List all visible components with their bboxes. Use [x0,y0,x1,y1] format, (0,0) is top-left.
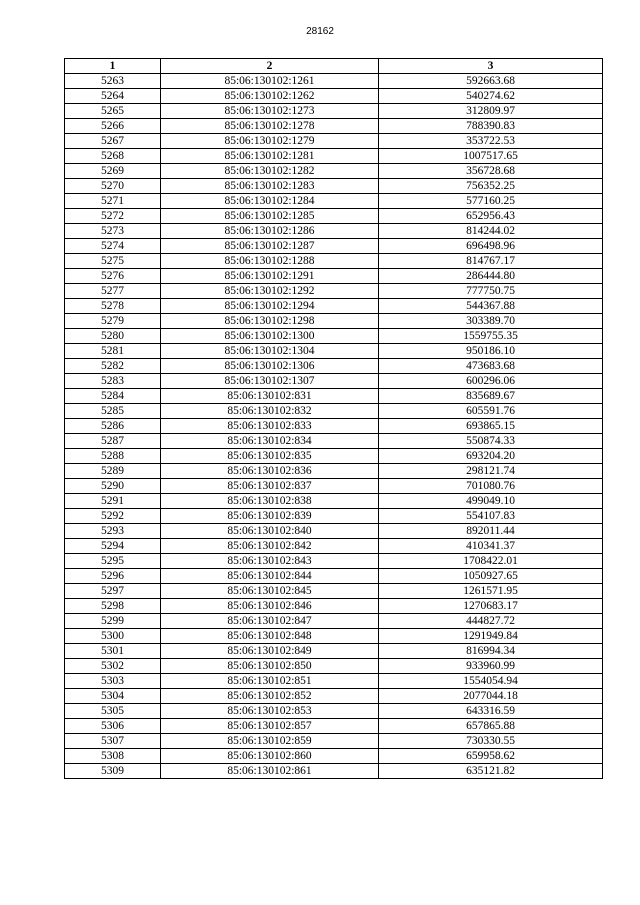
cadastral-number-cell: 85:06:130102:840 [161,524,379,539]
table-row [65,134,603,149]
cadastral-number-cell: 85:06:130102:1278 [161,119,379,134]
cadastral-number-cell: 85:06:130102:1279 [161,134,379,149]
table-row [65,299,603,314]
table-row [65,644,603,659]
cadastral-number-cell: 85:06:130102:1284 [161,194,379,209]
value-cell: 657865.88 [379,719,603,734]
value-cell: 550874.33 [379,434,603,449]
value-cell: 1708422.01 [379,554,603,569]
cadastral-number-cell: 85:06:130102:837 [161,479,379,494]
row-number-cell: 5272 [65,209,161,224]
cadastral-number-cell: 85:06:130102:852 [161,689,379,704]
row-number-cell: 5299 [65,614,161,629]
column-header-1: 1 [65,59,161,74]
row-number-cell: 5304 [65,689,161,704]
row-number-cell: 5306 [65,719,161,734]
table-row [65,194,603,209]
cadastral-number-cell: 85:06:130102:838 [161,494,379,509]
header-row [65,59,603,74]
value-cell: 814767.17 [379,254,603,269]
cadastral-number-cell: 85:06:130102:857 [161,719,379,734]
cadastral-number-cell: 85:06:130102:842 [161,539,379,554]
value-cell: 635121.82 [379,764,603,779]
table-row [65,539,603,554]
cadastral-number-cell: 85:06:130102:847 [161,614,379,629]
table-row [65,614,603,629]
value-cell: 693865.15 [379,419,603,434]
row-number-cell: 5287 [65,434,161,449]
row-number-cell: 5298 [65,599,161,614]
table-row [65,209,603,224]
cadastral-number-cell: 85:06:130102:1281 [161,149,379,164]
value-cell: 1007517.65 [379,149,603,164]
cadastral-number-cell: 85:06:130102:845 [161,584,379,599]
value-cell: 605591.76 [379,404,603,419]
row-number-cell: 5294 [65,539,161,554]
row-number-cell: 5286 [65,419,161,434]
table-row [65,749,603,764]
cadastral-number-cell: 85:06:130102:1294 [161,299,379,314]
value-cell: 696498.96 [379,239,603,254]
row-number-cell: 5291 [65,494,161,509]
table-row [65,404,603,419]
value-cell: 312809.97 [379,104,603,119]
cadastral-number-cell: 85:06:130102:833 [161,419,379,434]
table-row [65,764,603,779]
row-number-cell: 5271 [65,194,161,209]
cadastral-number-cell: 85:06:130102:844 [161,569,379,584]
row-number-cell: 5264 [65,89,161,104]
cadastral-number-cell: 85:06:130102:1292 [161,284,379,299]
row-number-cell: 5305 [65,704,161,719]
cadastral-number-cell: 85:06:130102:832 [161,404,379,419]
value-cell: 410341.37 [379,539,603,554]
cadastral-number-cell: 85:06:130102:861 [161,764,379,779]
value-cell: 303389.70 [379,314,603,329]
table-row [65,119,603,134]
cadastral-number-cell: 85:06:130102:1288 [161,254,379,269]
value-cell: 816994.34 [379,644,603,659]
table-row [65,464,603,479]
cadastral-number-cell: 85:06:130102:1300 [161,329,379,344]
value-cell: 1291949.84 [379,629,603,644]
row-number-cell: 5297 [65,584,161,599]
cadastral-number-cell: 85:06:130102:860 [161,749,379,764]
row-number-cell: 5270 [65,179,161,194]
value-cell: 814244.02 [379,224,603,239]
table-row [65,674,603,689]
value-cell: 892011.44 [379,524,603,539]
table-row [65,719,603,734]
table-row [65,554,603,569]
data-table [64,58,603,779]
cadastral-number-cell: 85:06:130102:1286 [161,224,379,239]
table-row [65,449,603,464]
row-number-cell: 5274 [65,239,161,254]
table-row [65,104,603,119]
page-number: 28162 [306,26,334,37]
cadastral-number-cell: 85:06:130102:1304 [161,344,379,359]
value-cell: 554107.83 [379,509,603,524]
value-cell: 444827.72 [379,614,603,629]
cadastral-number-cell: 85:06:130102:1261 [161,74,379,89]
cadastral-number-cell: 85:06:130102:831 [161,389,379,404]
value-cell: 701080.76 [379,479,603,494]
table-row [65,239,603,254]
cadastral-number-cell: 85:06:130102:843 [161,554,379,569]
cadastral-number-cell: 85:06:130102:851 [161,674,379,689]
cadastral-number-cell: 85:06:130102:1282 [161,164,379,179]
row-number-cell: 5292 [65,509,161,524]
row-number-cell: 5265 [65,104,161,119]
table-row [65,524,603,539]
row-number-cell: 5268 [65,149,161,164]
value-cell: 693204.20 [379,449,603,464]
row-number-cell: 5295 [65,554,161,569]
table-row [65,509,603,524]
cadastral-number-cell: 85:06:130102:1273 [161,104,379,119]
value-cell: 1270683.17 [379,599,603,614]
value-cell: 353722.53 [379,134,603,149]
row-number-cell: 5289 [65,464,161,479]
value-cell: 950186.10 [379,344,603,359]
table-row [65,359,603,374]
table-row [65,179,603,194]
cadastral-number-cell: 85:06:130102:1298 [161,314,379,329]
value-cell: 540274.62 [379,89,603,104]
value-cell: 1559755.35 [379,329,603,344]
table-row [65,329,603,344]
row-number-cell: 5284 [65,389,161,404]
table-row [65,704,603,719]
row-number-cell: 5296 [65,569,161,584]
row-number-cell: 5288 [65,449,161,464]
cadastral-number-cell: 85:06:130102:1283 [161,179,379,194]
row-number-cell: 5266 [65,119,161,134]
column-header-3: 3 [379,59,603,74]
row-number-cell: 5280 [65,329,161,344]
table-row [65,374,603,389]
row-number-cell: 5302 [65,659,161,674]
value-cell: 600296.06 [379,374,603,389]
value-cell: 356728.68 [379,164,603,179]
value-cell: 659958.62 [379,749,603,764]
value-cell: 544367.88 [379,299,603,314]
cadastral-number-cell: 85:06:130102:1307 [161,374,379,389]
table-row [65,74,603,89]
cadastral-number-cell: 85:06:130102:846 [161,599,379,614]
value-cell: 473683.68 [379,359,603,374]
row-number-cell: 5281 [65,344,161,359]
value-cell: 577160.25 [379,194,603,209]
table-row [65,164,603,179]
value-cell: 730330.55 [379,734,603,749]
cadastral-number-cell: 85:06:130102:1287 [161,239,379,254]
table-row [65,434,603,449]
row-number-cell: 5282 [65,359,161,374]
table-row [65,629,603,644]
value-cell: 933960.99 [379,659,603,674]
table-row [65,344,603,359]
value-cell: 298121.74 [379,464,603,479]
cadastral-number-cell: 85:06:130102:859 [161,734,379,749]
cadastral-number-cell: 85:06:130102:1262 [161,89,379,104]
cadastral-number-cell: 85:06:130102:1291 [161,269,379,284]
table-header [65,59,603,74]
table-row [65,569,603,584]
row-number-cell: 5279 [65,314,161,329]
table-row [65,314,603,329]
row-number-cell: 5273 [65,224,161,239]
table-row [65,389,603,404]
row-number-cell: 5267 [65,134,161,149]
row-number-cell: 5307 [65,734,161,749]
table-row [65,584,603,599]
value-cell: 777750.75 [379,284,603,299]
table-row [65,224,603,239]
value-cell: 1050927.65 [379,569,603,584]
value-cell: 643316.59 [379,704,603,719]
table-row [65,734,603,749]
row-number-cell: 5283 [65,374,161,389]
row-number-cell: 5309 [65,764,161,779]
table-body [65,74,603,779]
cadastral-number-cell: 85:06:130102:853 [161,704,379,719]
cadastral-number-cell: 85:06:130102:849 [161,644,379,659]
row-number-cell: 5275 [65,254,161,269]
row-number-cell: 5303 [65,674,161,689]
row-number-cell: 5300 [65,629,161,644]
cadastral-number-cell: 85:06:130102:839 [161,509,379,524]
value-cell: 788390.83 [379,119,603,134]
cadastral-number-cell: 85:06:130102:850 [161,659,379,674]
row-number-cell: 5263 [65,74,161,89]
cadastral-number-cell: 85:06:130102:834 [161,434,379,449]
row-number-cell: 5308 [65,749,161,764]
value-cell: 499049.10 [379,494,603,509]
row-number-cell: 5277 [65,284,161,299]
row-number-cell: 5278 [65,299,161,314]
table-row [65,494,603,509]
table-row [65,89,603,104]
cadastral-number-cell: 85:06:130102:836 [161,464,379,479]
value-cell: 286444.80 [379,269,603,284]
table-row [65,269,603,284]
value-cell: 835689.67 [379,389,603,404]
value-cell: 2077044.18 [379,689,603,704]
row-number-cell: 5290 [65,479,161,494]
cadastral-number-cell: 85:06:130102:1306 [161,359,379,374]
table-row [65,149,603,164]
table-row [65,419,603,434]
cadastral-number-cell: 85:06:130102:1285 [161,209,379,224]
cadastral-number-cell: 85:06:130102:835 [161,449,379,464]
table-row [65,659,603,674]
cadastral-number-cell: 85:06:130102:848 [161,629,379,644]
row-number-cell: 5293 [65,524,161,539]
value-cell: 592663.68 [379,74,603,89]
value-cell: 756352.25 [379,179,603,194]
value-cell: 1554054.94 [379,674,603,689]
row-number-cell: 5301 [65,644,161,659]
table-row [65,254,603,269]
row-number-cell: 5269 [65,164,161,179]
row-number-cell: 5276 [65,269,161,284]
column-header-2: 2 [161,59,379,74]
value-cell: 1261571.95 [379,584,603,599]
table-row [65,599,603,614]
row-number-cell: 5285 [65,404,161,419]
table-row [65,689,603,704]
value-cell: 652956.43 [379,209,603,224]
table-row [65,284,603,299]
table-row [65,479,603,494]
